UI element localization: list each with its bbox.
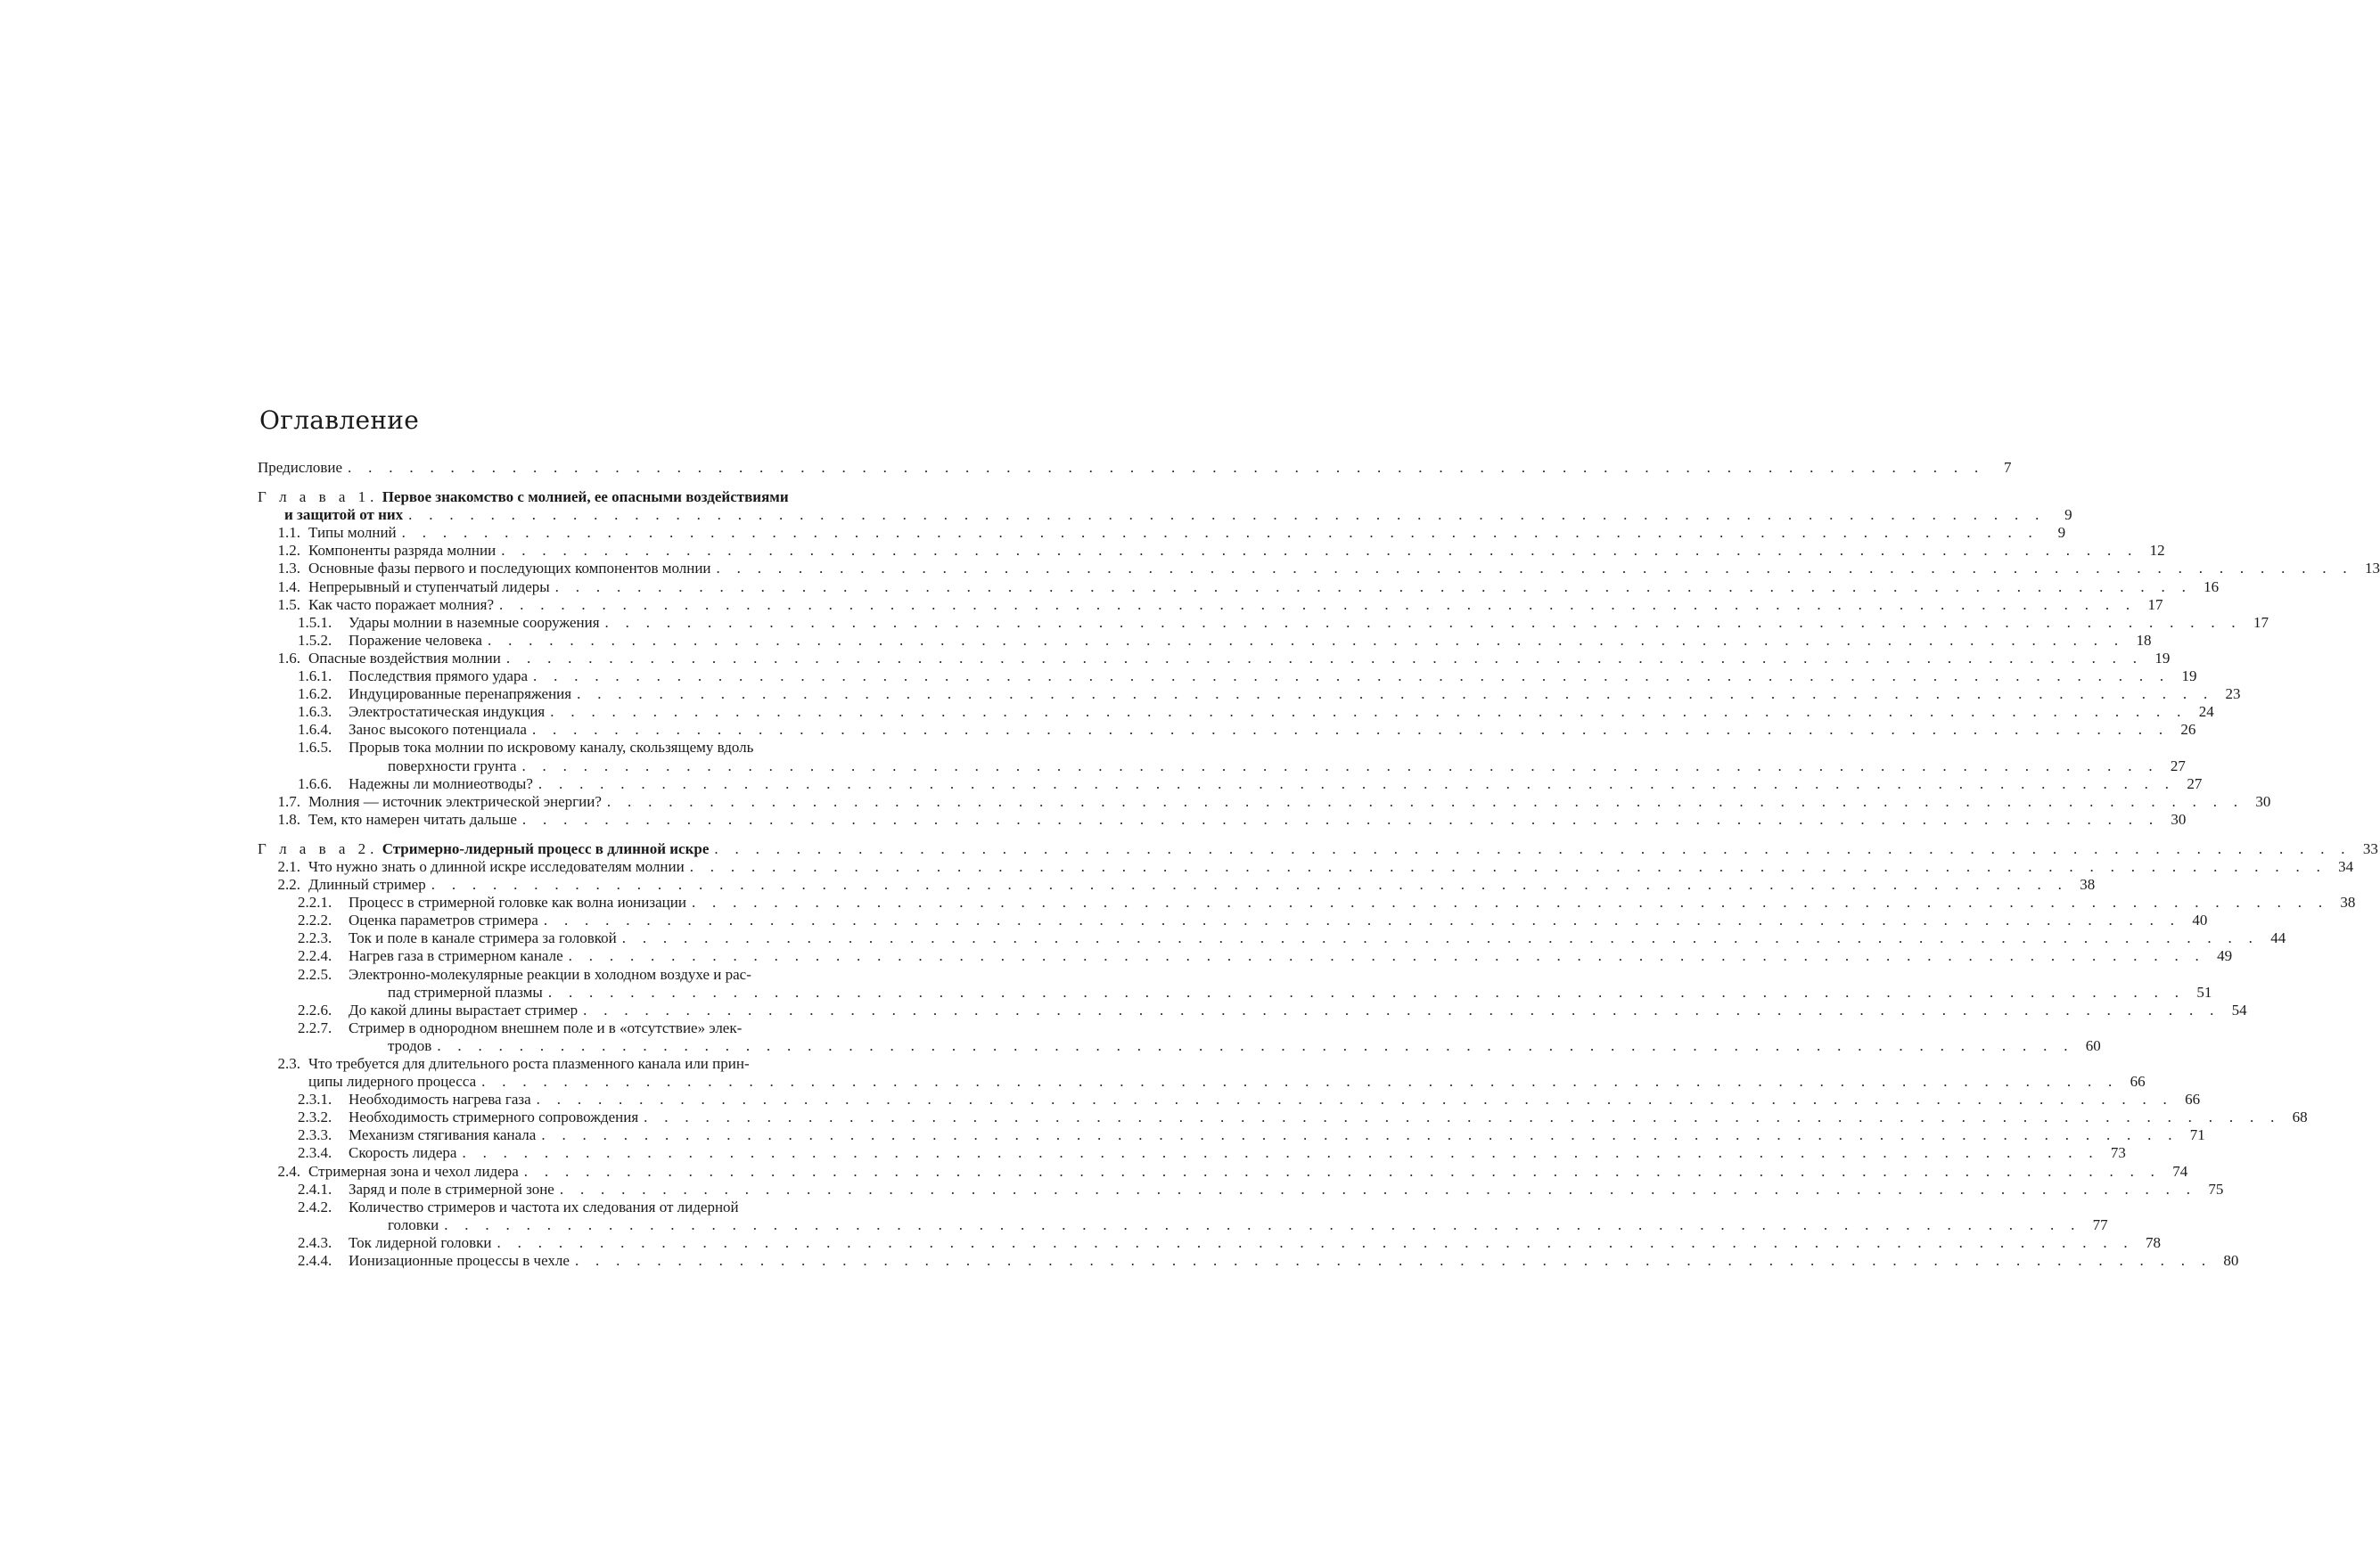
toc-entry[interactable] (258, 1001, 2247, 1019)
toc-page-number: 16 (2204, 577, 2220, 595)
section-number: 1.5. (277, 595, 300, 613)
toc-entry-title: Прорыв тока молнии по искровому каналу, скользящему вдоль (349, 739, 754, 757)
toc-entry[interactable] (258, 1109, 2308, 1126)
toc-entry-cont[interactable] (258, 757, 2186, 775)
toc-page-number: 74 (2172, 1162, 2188, 1180)
toc-page-number: 18 (2136, 631, 2152, 649)
toc-entry-chapter-1[interactable] (258, 488, 849, 506)
toc-entry-title: Предисловие (258, 459, 343, 476)
toc-entry[interactable] (258, 876, 2096, 894)
toc-entry-title: Что нужно знать о длинной искре исследователям молнии (308, 857, 685, 875)
section-number: 1.2. (277, 542, 300, 560)
toc-entry-chapter-2[interactable] (258, 839, 2378, 858)
toc-page-number: 78 (2145, 1233, 2161, 1251)
section-number: 1.6.1. (298, 667, 332, 685)
toc-entry-cont[interactable] (258, 1215, 2108, 1234)
section-number: 2.2.6. (298, 1001, 332, 1019)
toc-page-number: 44 (2270, 929, 2286, 947)
dot-leader: . . . . . . . . . . . . . . . . . . . . . . . . . . . . . . . . . . . . . . . . . . . . . . . . . . . . . . . . . . . . . . . . . . . . . . . . . . . . . . . . (521, 757, 2159, 774)
dot-leader: . . . . . . . . . . . . . . . . . . . . . . . . . . . . . . . . . . . . . . . . . . . . . . . . . . . . . . . . . . . . . . . . . . . . . . . . . . . . . . . . (431, 876, 2069, 894)
toc-page-number: 19 (2181, 667, 2197, 685)
section-number: 2.2.4. (298, 947, 332, 965)
table-of-contents (258, 459, 2380, 1270)
section-number: 1.6.4. (298, 721, 332, 739)
toc-page-number: 34 (2338, 857, 2354, 875)
toc-page-number: 60 (2085, 1036, 2101, 1054)
toc-entry-title: Типы молний (308, 524, 397, 542)
toc-entry-preface[interactable] (258, 459, 2012, 477)
toc-entry-title-cont: тродов (388, 1036, 432, 1054)
toc-entry-title: Как часто поражает молния? (308, 595, 495, 613)
toc-page-number: 75 (2208, 1180, 2224, 1198)
chapter-title: Стримерно-лидерный процесс в длинной искре (382, 839, 710, 857)
toc-entry[interactable] (258, 595, 2163, 614)
toc-entry-title: Что требуется для длительного роста плазменного канала или прин- (308, 1055, 750, 1072)
toc-entry-title: Заряд и поле в стримерной зоне (349, 1180, 554, 1198)
toc-page-number: 17 (2147, 595, 2163, 613)
toc-entry-title-cont: поверхности грунта (388, 757, 517, 774)
section-number: 1.6.5. (298, 739, 332, 757)
toc-entry-title: Количество стримеров и частота их следования от лидерной (349, 1198, 739, 1215)
dot-leader: . . . . . . . . . . . . . . . . . . . . . . . . . . . . . . . . . . . . . . . . . . . . . . . . . . . . . . . . . . . . . . . . . . . . . . . . . . . . . . . . (714, 839, 2351, 857)
section-number: 1.4. (277, 577, 300, 595)
toc-entry-title: Молния — источник электрической энергии? (308, 792, 602, 810)
dot-leader: . . . . . . . . . . . . . . . . . . . . . . . . . . . . . . . . . . . . . . . . . . . . . . . . . . . . . . . . . . . . . . . . . . . . . . . . . . . . . . . . (559, 1180, 2197, 1198)
toc-entry-title: Ток и поле в канале стримера за головкой (349, 929, 617, 947)
toc-page-number: 77 (2092, 1215, 2108, 1233)
toc-page-number: 54 (2231, 1001, 2247, 1019)
section-number: 2.4.2. (298, 1198, 332, 1215)
section-number: 1.5.2. (298, 631, 332, 649)
toc-entry-title: Тем, кто намерен читать дальше (308, 810, 517, 828)
section-number: 2.4.3. (298, 1233, 332, 1251)
dot-leader: . . . . . . . . . . . . . . . . . . . . . . . . . . . . . . . . . . . . . . . . . . . . . . . . . . . . . . . . . . . . . . . . . . . . . . . . . . . . . . . . (691, 894, 2329, 912)
toc-page-number: 24 (2198, 703, 2214, 721)
toc-entry-title: Непрерывный и ступенчатый лидеры (308, 577, 550, 595)
toc-page-number: 68 (2292, 1109, 2308, 1126)
toc-page-number: 73 (2110, 1144, 2126, 1162)
section-number: 1.1. (277, 524, 300, 542)
toc-entry[interactable] (258, 542, 2165, 560)
toc-entry[interactable] (258, 1233, 2161, 1252)
dot-leader: . . . . . . . . . . . . . . . . . . . . . . . . . . . . . . . . . . . . . . . . . . . . . . . . . . . . . . . . . . . . . . . . . . . . . . . . . . . . . . . . (541, 1126, 2179, 1144)
toc-entry[interactable] (258, 1180, 2224, 1199)
toc-entry[interactable] (258, 1252, 2239, 1270)
toc-entry-title: Электронно-молекулярные реакции в холодном воздухе и рас- (349, 965, 751, 983)
dot-leader: . . . . . . . . . . . . . . . . . . . . . . . . . . . . . . . . . . . . . . . . . . . . . . . . . . . . . . . . . . . . . . . . . . . . . . . . . . . . . . . . (543, 912, 2181, 929)
toc-entry[interactable] (258, 912, 2208, 929)
toc-entry-title: Необходимость нагрева газа (349, 1091, 531, 1109)
section-number: 1.6.6. (298, 774, 332, 792)
dot-leader: . . . . . . . . . . . . . . . . . . . . . . . . . . . . . . . . . . . . . . . . . . . . . . . . . . . . . . . . . . . . . . . . . . . . . . . . . . . . . . . . (533, 667, 2171, 685)
section-number: 1.6. (277, 649, 300, 667)
toc-page-number: 9 (2057, 524, 2066, 542)
dot-leader: . . . . . . . . . . . . . . . . . . . . . . . . . . . . . . . . . . . . . . . . . . . . . . . . . . . . . . . . . . . . . . . . . . . . . . . . . . . . . . . . (547, 983, 2186, 1001)
dot-leader: . . . . . . . . . . . . . . . . . . . . . . . . . . . . . . . . . . . . . . . . . . . . . . . . . . . . . . . . . . . . . . . . . . . . . . . . . . . . . . . . (531, 721, 2170, 739)
chapter-title-cont: и защитой от них (284, 506, 404, 524)
dot-leader: . . . . . . . . . . . . . . . . . . . . . . . . . . . . . . . . . . . . . . . . . . . . . . . . . . . . . . . . . . . . . . . . . . . . . . . . . . . . . . . . (604, 613, 2242, 631)
toc-page-number: 9 (2064, 506, 2072, 524)
dot-leader: . . . . . . . . . . . . . . . . . . . . . . . . . . . . . . . . . . . . . . . . . . . . . . . . . . . . . . . . . . . . . . . . . . . . . . . . . . . . . . . . (481, 1073, 2119, 1091)
section-number: 1.5.1. (298, 613, 332, 631)
dot-leader: . . . . . . . . . . . . . . . . . . . . . . . . . . . . . . . . . . . . . . . . . . . . . . . . . . . . . . . . . . . . . . . . . . . . . . . . . . . . . . . . (538, 774, 2176, 792)
dot-leader: . . . . . . . . . . . . . . . . . . . . . . . . . . . . . . . . . . . . . . . . . . . . . . . . . . . . . . . . . . . . . . . . . . . . . . . . . . . . . . . . (644, 1109, 2281, 1126)
toc-entry[interactable] (258, 1162, 2188, 1181)
toc-entry[interactable] (258, 1144, 2126, 1162)
chapter-label: Г л а в а 2. (258, 839, 379, 857)
toc-entry-title: Опасные воздействия молнии (308, 649, 501, 667)
toc-entry[interactable] (258, 631, 2152, 650)
toc-entry[interactable] (258, 1019, 849, 1037)
toc-entry[interactable] (258, 857, 2354, 876)
toc-page-number: 33 (2362, 839, 2378, 857)
toc-entry-title: Скорость лидера (349, 1144, 457, 1162)
toc-entry-title: До какой длины вырастает стример (349, 1001, 579, 1019)
section-number: 1.7. (277, 792, 300, 810)
section-number: 2.3. (277, 1055, 300, 1072)
toc-entry-title: Индуцированные перенапряжения (349, 685, 572, 703)
dot-leader: . . . . . . . . . . . . . . . . . . . . . . . . . . . . . . . . . . . . . . . . . . . . . . . . . . . . . . . . . . . . . . . . . . . . . . . . . . . . . . . . (408, 506, 2046, 524)
toc-entry-cont[interactable] (258, 983, 2212, 1002)
toc-entry[interactable] (258, 667, 2197, 685)
section-number: 2.2.3. (298, 929, 332, 947)
dot-leader: . . . . . . . . . . . . . . . . . . . . . . . . . . . . . . . . . . . . . . . . . . . . . . . . . . . . . . . . . . . . . . . . . . . . . . . . . . . . . . . . (716, 560, 2353, 577)
toc-entry[interactable] (258, 792, 2271, 811)
toc-entry[interactable] (258, 1091, 2201, 1109)
chapter-title: Первое знакомство с молнией, ее опасными воздействиями (382, 488, 789, 506)
toc-page-number: 51 (2196, 983, 2212, 1001)
toc-entry[interactable] (258, 929, 2286, 947)
section-number: 2.4.1. (298, 1180, 332, 1198)
toc-entry[interactable] (258, 1199, 849, 1216)
dot-leader: . . . . . . . . . . . . . . . . . . . . . . . . . . . . . . . . . . . . . . . . . . . . . . . . . . . . . . . . . . . . . . . . . . . . . . . . . . . . . . . . (583, 1001, 2220, 1019)
dot-leader: . . . . . . . . . . . . . . . . . . . . . . . . . . . . . . . . . . . . . . . . . . . . . . . . . . . . . . . . . . . . . . . . . . . . . . . . . . . . . . . . (606, 792, 2245, 810)
toc-entry-title: Нагрев газа в стримерном канале (349, 947, 563, 965)
dot-leader: . . . . . . . . . . . . . . . . . . . . . . . . . . . . . . . . . . . . . . . . . . . . . . . . . . . . . . . . . . . . . . . . . . . . . . . . . . . . . . . . (497, 1233, 2134, 1251)
toc-entry[interactable] (258, 649, 2171, 667)
page-title: Оглавление (259, 405, 420, 435)
toc-page-number: 49 (2217, 947, 2233, 965)
toc-entry-title-cont: головки (388, 1215, 439, 1233)
toc-entry[interactable] (258, 703, 2214, 721)
toc-entry[interactable] (258, 613, 2269, 632)
section-number: 2.4. (277, 1162, 300, 1180)
toc-page-number: 80 (2223, 1252, 2239, 1270)
dot-leader: . . . . . . . . . . . . . . . . . . . . . . . . . . . . . . . . . . . . . . . . . . . . . . . . . . . . . . . . . . . . . . . . . . . . . . . . . . . . . . . . (487, 631, 2125, 649)
toc-entry-cont[interactable] (258, 1036, 2101, 1055)
toc-page-number: 23 (2225, 685, 2241, 703)
toc-page-number: 17 (2253, 613, 2269, 631)
section-number: 1.8. (277, 810, 300, 828)
toc-page-number: 30 (2171, 810, 2187, 828)
toc-entry-title: Механизм стягивания канала (349, 1126, 537, 1144)
toc-entry-title: Основные фазы первого и последующих компонентов молнии (308, 560, 711, 577)
toc-page-number: 38 (2080, 876, 2096, 894)
section-number: 2.2.2. (298, 912, 332, 929)
toc-page-number: 19 (2154, 649, 2171, 667)
toc-entry[interactable] (258, 685, 2241, 703)
toc-entry-title: Надежны ли молниеотводы? (349, 774, 533, 792)
toc-entry[interactable] (258, 947, 2233, 965)
toc-entry-title-cont: пад стримерной плазмы (388, 983, 543, 1001)
dot-leader: . . . . . . . . . . . . . . . . . . . . . . . . . . . . . . . . . . . . . . . . . . . . . . . . . . . . . . . . . . . . . . . . . . . . . . . . . . . . . . . . (568, 947, 2206, 965)
toc-entry-title: Необходимость стримерного сопровождения (349, 1109, 639, 1126)
toc-entry[interactable] (258, 810, 2187, 829)
toc-entry-title: Ток лидерной головки (349, 1233, 492, 1251)
section-number: 2.2.7. (298, 1019, 332, 1036)
toc-entry-title: Компоненты разряда молнии (308, 542, 497, 560)
toc-entry-title: Процесс в стримерной головке как волна ионизации (349, 894, 686, 912)
dot-leader: . . . . . . . . . . . . . . . . . . . . . . . . . . . . . . . . . . . . . . . . . . . . . . . . . . . . . . . . . . . . . . . . . . . . . . . . . . . . . . . . (401, 524, 2039, 542)
dot-leader: . . . . . . . . . . . . . . . . . . . . . . . . . . . . . . . . . . . . . . . . . . . . . . . . . . . . . . . . . . . . . . . . . . . . . . . . . . . . . . . . (550, 703, 2187, 721)
toc-page-number: 12 (2149, 542, 2165, 560)
toc-entry[interactable] (258, 1055, 849, 1073)
dot-leader: . . . . . . . . . . . . . . . . . . . . . . . . . . . . . . . . . . . . . . . . . . . . . . . . . . . . . . . . . . . . . . . . . . . . . . . . . . . . . . . . (621, 929, 2260, 947)
toc-entry-title: Длинный стример (308, 876, 426, 894)
section-number: 2.3.2. (298, 1109, 332, 1126)
section-number: 2.1. (277, 857, 300, 875)
toc-entry-title: Последствия прямого удара (349, 667, 529, 685)
toc-page-number: 30 (2255, 792, 2271, 810)
toc-entry-title: Поражение человека (349, 631, 482, 649)
section-number: 2.2. (277, 876, 300, 894)
chapter-label: Г л а в а 1. (258, 488, 379, 506)
toc-page-number: 26 (2180, 721, 2196, 739)
toc-entry-chapter-1-cont[interactable] (258, 506, 2072, 524)
toc-entry-title: Оценка параметров стримера (349, 912, 538, 929)
dot-leader: . . . . . . . . . . . . . . . . . . . . . . . . . . . . . . . . . . . . . . . . . . . . . . . . . . . . . . . . . . . . . . . . . . . . . . . . . . . . . . . . (348, 459, 1985, 476)
dot-leader: . . . . . . . . . . . . . . . . . . . . . . . . . . . . . . . . . . . . . . . . . . . . . . . . . . . . . . . . . . . . . . . . . . . . . . . . . . . . . . . . (523, 1162, 2162, 1180)
section-number: 2.3.3. (298, 1126, 332, 1144)
toc-entry-title: Стримерная зона и чехол лидера (308, 1162, 519, 1180)
dot-leader: . . . . . . . . . . . . . . . . . . . . . . . . . . . . . . . . . . . . . . . . . . . . . . . . . . . . . . . . . . . . . . . . . . . . . . . . . . . . . . . . (462, 1144, 2099, 1162)
dot-leader: . . . . . . . . . . . . . . . . . . . . . . . . . . . . . . . . . . . . . . . . . . . . . . . . . . . . . . . . . . . . . . . . . . . . . . . . . . . . . . . . (574, 1252, 2212, 1270)
toc-entry-title: Удары молнии в наземные сооружения (349, 613, 600, 631)
dot-leader: . . . . . . . . . . . . . . . . . . . . . . . . . . . . . . . . . . . . . . . . . . . . . . . . . . . . . . . . . . . . . . . . . . . . . . . . . . . . . . . . (521, 810, 2160, 828)
section-number: 2.2.1. (298, 894, 332, 912)
toc-page-number: 27 (2187, 774, 2203, 792)
section-number: 2.4.4. (298, 1252, 332, 1270)
section-number: 1.6.2. (298, 685, 332, 703)
dot-leader: . . . . . . . . . . . . . . . . . . . . . . . . . . . . . . . . . . . . . . . . . . . . . . . . . . . . . . . . . . . . . . . . . . . . . . . . . . . . . . . . (689, 857, 2327, 875)
dot-leader: . . . . . . . . . . . . . . . . . . . . . . . . . . . . . . . . . . . . . . . . . . . . . . . . . . . . . . . . . . . . . . . . . . . . . . . . . . . . . . . . (536, 1091, 2174, 1109)
toc-entry-title-cont: ципы лидерного процесса (308, 1073, 477, 1091)
dot-leader: . . . . . . . . . . . . . . . . . . . . . . . . . . . . . . . . . . . . . . . . . . . . . . . . . . . . . . . . . . . . . . . . . . . . . . . . . . . . . . . . (437, 1036, 2074, 1054)
toc-entry-title: Занос высокого потенциала (349, 721, 527, 739)
toc-entry[interactable] (258, 894, 2356, 912)
section-number: 2.3.1. (298, 1091, 332, 1109)
toc-entry-cont[interactable] (258, 1073, 2146, 1091)
section-number: 2.2.5. (298, 965, 332, 983)
dot-leader: . . . . . . . . . . . . . . . . . . . . . . . . . . . . . . . . . . . . . . . . . . . . . . . . . . . . . . . . . . . . . . . . . . . . . . . . . . . . . . . . (554, 577, 2193, 595)
dot-leader: . . . . . . . . . . . . . . . . . . . . . . . . . . . . . . . . . . . . . . . . . . . . . . . . . . . . . . . . . . . . . . . . . . . . . . . . . . . . . . . . (444, 1215, 2081, 1233)
toc-entry[interactable] (258, 524, 2066, 542)
toc-entry-title: Ионизационные процессы в чехле (349, 1252, 570, 1270)
section-number: 2.3.4. (298, 1144, 332, 1162)
toc-page-number: 71 (2189, 1126, 2205, 1144)
toc-page-number: 13 (2364, 560, 2380, 577)
toc-entry[interactable] (258, 774, 2203, 793)
toc-entry[interactable] (258, 560, 2380, 577)
toc-entry-title: Электростатическая индукция (349, 703, 546, 721)
toc-entry[interactable] (258, 966, 849, 984)
toc-entry[interactable] (258, 1126, 2205, 1144)
toc-entry-title: Стример в однородном внешнем поле и в «отсутствие» элек- (349, 1019, 743, 1036)
toc-page-number: 38 (2340, 894, 2356, 912)
toc-page-number: 7 (2004, 459, 2012, 476)
toc-page-number: 66 (2185, 1091, 2201, 1109)
toc-entry[interactable] (258, 577, 2220, 596)
dot-leader: . . . . . . . . . . . . . . . . . . . . . . . . . . . . . . . . . . . . . . . . . . . . . . . . . . . . . . . . . . . . . . . . . . . . . . . . . . . . . . . . (501, 542, 2138, 560)
dot-leader: . . . . . . . . . . . . . . . . . . . . . . . . . . . . . . . . . . . . . . . . . . . . . . . . . . . . . . . . . . . . . . . . . . . . . . . . . . . . . . . . (499, 595, 2137, 613)
section-number: 1.3. (277, 560, 300, 577)
section-number: 1.6.3. (298, 703, 332, 721)
toc-entry[interactable] (258, 739, 849, 757)
toc-page-number: 27 (2170, 757, 2186, 774)
toc-entry[interactable] (258, 721, 2196, 739)
dot-leader: . . . . . . . . . . . . . . . . . . . . . . . . . . . . . . . . . . . . . . . . . . . . . . . . . . . . . . . . . . . . . . . . . . . . . . . . . . . . . . . . (577, 685, 2214, 703)
toc-page-number: 40 (2192, 912, 2208, 929)
dot-leader: . . . . . . . . . . . . . . . . . . . . . . . . . . . . . . . . . . . . . . . . . . . . . . . . . . . . . . . . . . . . . . . . . . . . . . . . . . . . . . . . (505, 649, 2144, 667)
toc-page-number: 66 (2130, 1073, 2146, 1091)
